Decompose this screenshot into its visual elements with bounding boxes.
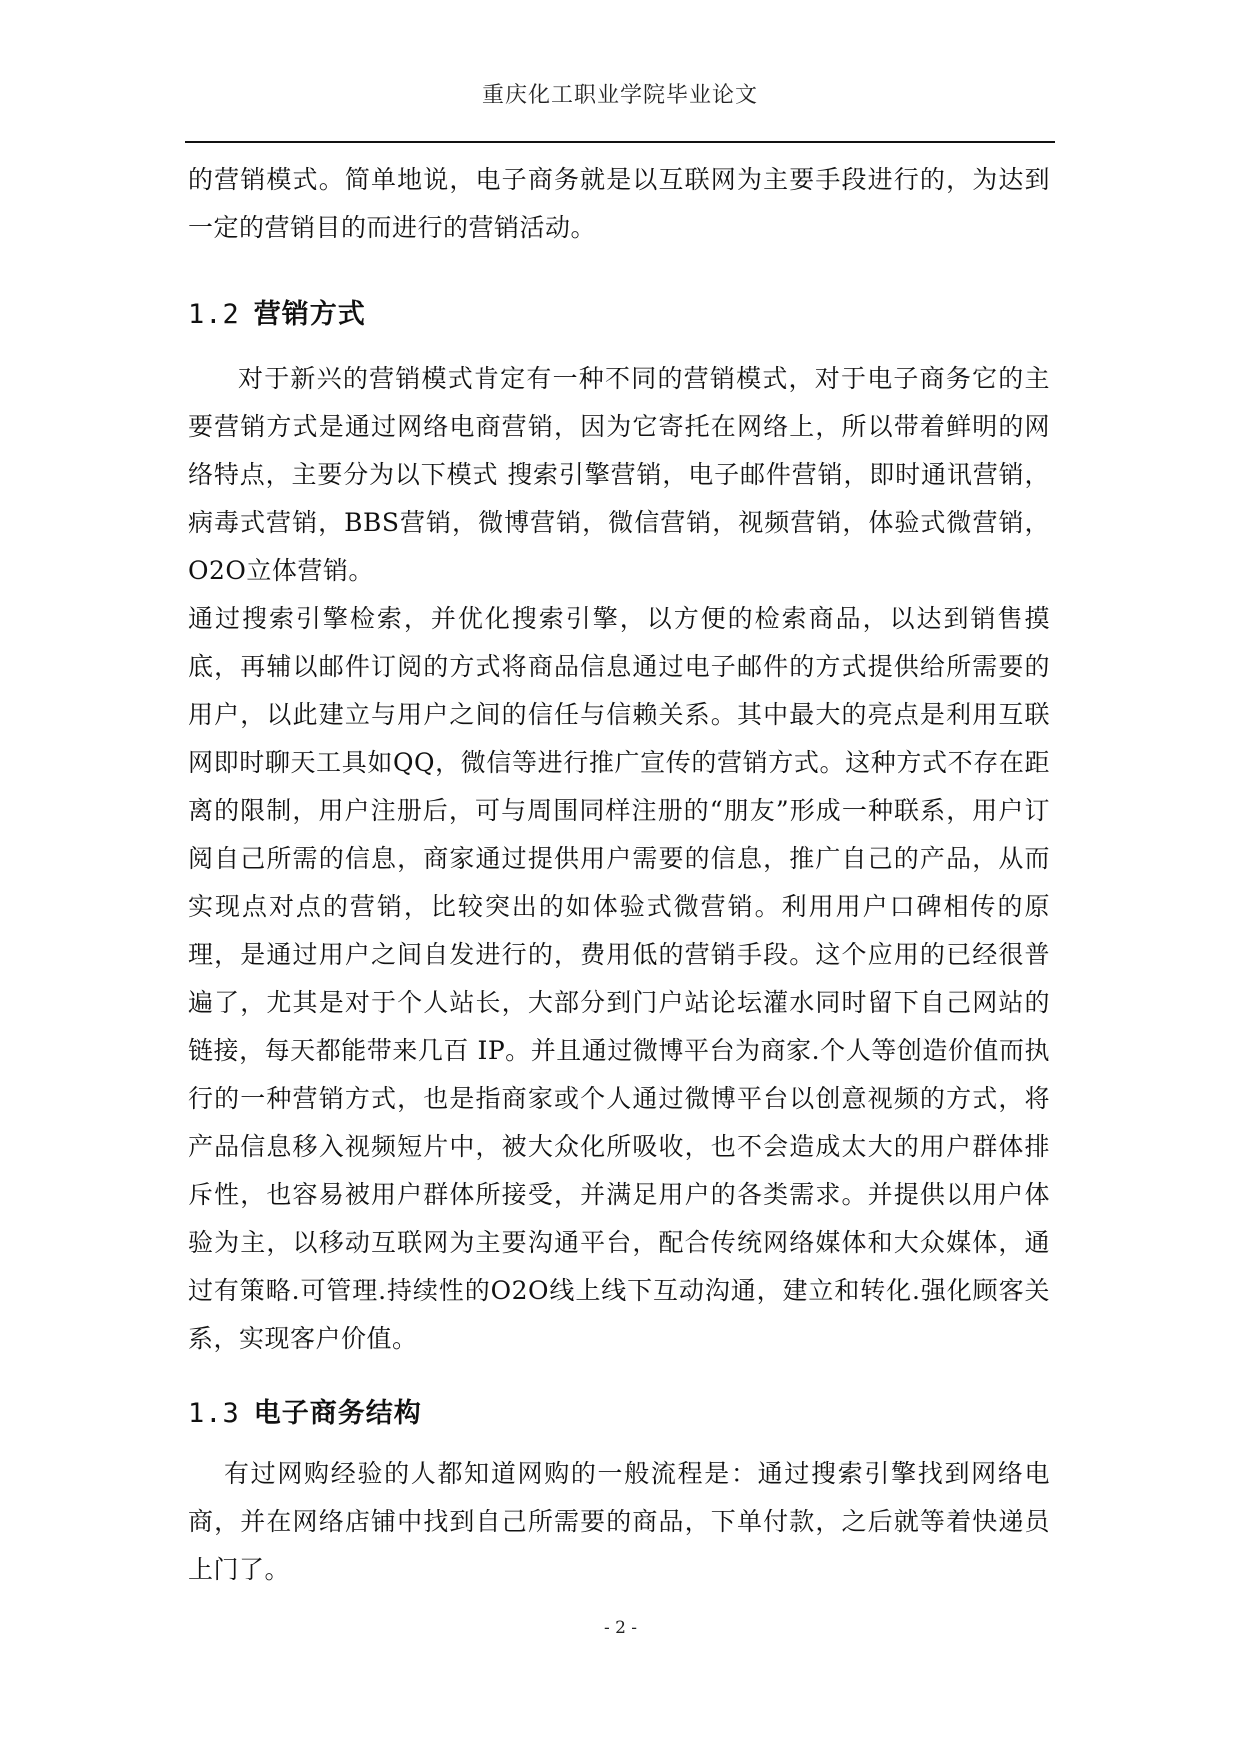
section-number: 1.2 [188,299,240,330]
header-divider [185,141,1055,143]
section-1-3-paragraph-1: 有过网购经验的人都知道网购的一般流程是：通过搜索引擎找到网络电商，并在网络店铺中找到自己所需要的商品，下单付款，之后就等着快递员上门了。 [188,1459,1050,1584]
section-number: 1.3 [188,1398,240,1429]
section-1-2-paragraph-2: 通过搜索引擎检索，并优化搜索引擎，以方便的检索商品，以达到销售摸底，再辅以邮件订阅的方式将商品信息通过电子邮件的方式提供给所需要的用户，以此建立与用户之间的信任与信赖关系。其中最大的亮点是利用互联网即时聊天工具如QQ，微信等进行推广宣传的营销方式。这种方式不存在距离的限制，用户注册后，可与周围同样注册的“朋友”形成一种联系，用户订阅自己所需的信息，商家通过提供用户需要的信息，推广自己的产品，从而实现点对点的营销，比较突出的如体验式微营销。利用用户口碑相传的原理，是通过用户之间自发进行的，费用低的营销手段。这个应用的已经很普遍了，尤其是对于个人站长，大部分到门户站论坛灌水同时留下自己网站的链接，每天都能带来几百 IP。并且通过微博平台为商家.个人等创造价值而执行的一种营销方式，也是指商家或个人通过微博平台以创意视频的方式，将产品信息移入视频短片中，被大众化所吸收，也不会造成太大的用户群体排斥性，也容易被用户群体所接受，并满足用户的各类需求。并提供以用户体验为主，以移动互联网为主要沟通平台，配合传统网络媒体和大众媒体，通过有策略.可管理.持续性的O2O线上线下互动沟通，建立和转化.强化顾客关系，实现客户价值。 [188,604,1050,1353]
section-title: 营销方式 [253,299,366,330]
section-heading-1-3 [188,1391,1050,1430]
page-body [188,156,1050,1594]
section-heading-1-2 [188,292,1050,331]
page-number: - 2 - [603,1618,638,1638]
section-title: 电子商务结构 [253,1398,422,1429]
page-header-title: 重庆化工职业学院毕业论文 [481,83,758,108]
intro-paragraph: 的营销模式。简单地说，电子商务就是以互联网为主要手段进行的，为达到一定的营销目的而进行的营销活动。 [188,165,1050,242]
section-1-2-paragraph-1: 对于新兴的营销模式肯定有一种不同的营销模式，对于电子商务它的主要营销方式是通过网络电商营销，因为它寄托在网络上，所以带着鲜明的网络特点，主要分为以下模式 搜索引擎营销，电子邮件营销，即时通讯营销，病毒式营销，BBS营销，微博营销，微信营销，视频营销，体验式微营销，O2O立体营销。 [188,364,1050,585]
